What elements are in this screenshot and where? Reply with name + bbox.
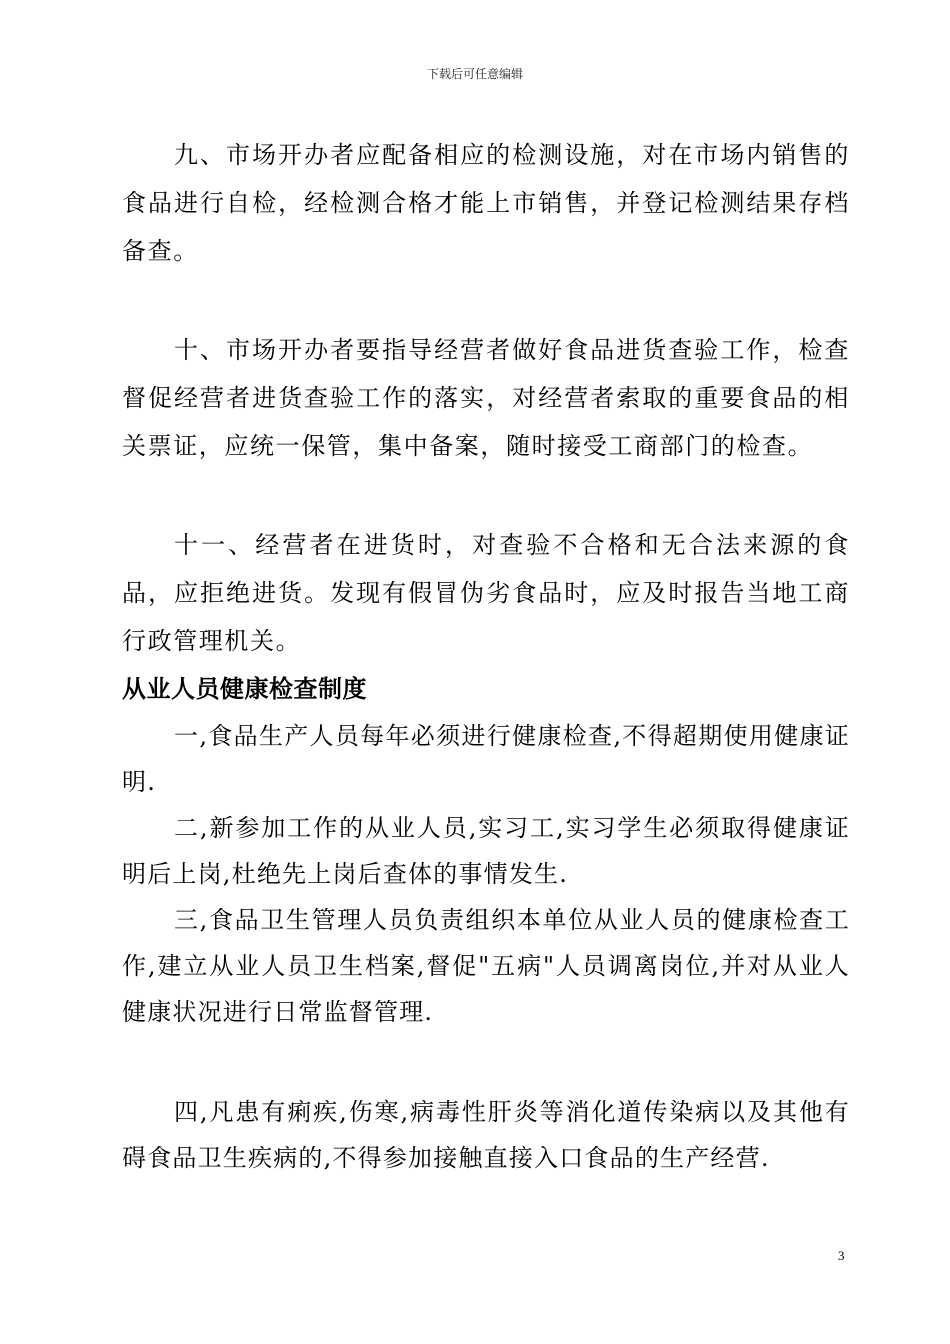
page-header: 下载后可任意编辑: [426, 67, 523, 81]
paragraph-10: 十、市场开办者要指导经营者做好食品进货查验工作，检查督促经营者进货查验工作的落实，对经营者索取的重要食品的相关票证，应统一保管，集中备案，随时接受工商部门的检查。: [122, 336, 850, 460]
section-item-4: 四,凡患有痢疾,伤寒,病毒性肝炎等消化道传染病以及其他有碍食品卫生疾病的,不得参加接触直接入口食品的生产经营.: [122, 1098, 850, 1172]
page-number: 3: [838, 1248, 845, 1263]
section-item-2: 二,新参加工作的从业人员,实习工,实习学生必须取得健康证明后上岗,杜绝先上岗后查体的事情发生.: [122, 814, 850, 888]
paragraph-gap: [122, 470, 850, 521]
section-item-3: 三,食品卫生管理人员负责组织本单位从业人员的健康检查工作,建立从业人员卫生档案,督促"五病"人员调离岗位,并对从业人健康状况进行日常监督管理.: [122, 906, 850, 1026]
paragraph-9: 九、市场开办者应配备相应的检测设施，对在市场内销售的食品进行自检，经检测合格才能上市销售，并登记检测结果存档备查。: [122, 141, 850, 265]
paragraph-gap: [122, 1035, 850, 1089]
section-title: 从业人员健康检查制度: [122, 675, 367, 703]
paragraph-11: 十一、经营者在进货时，对查验不合格和无合法来源的食品，应拒绝进货。发现有假冒伪劣食品时，应及时报告当地工商行政管理机关。: [122, 531, 850, 655]
paragraph-gap: [122, 275, 850, 326]
section-item-1: 一,食品生产人员每年必须进行健康检查,不得超期使用健康证明.: [122, 722, 850, 796]
document-body: [122, 131, 850, 1181]
